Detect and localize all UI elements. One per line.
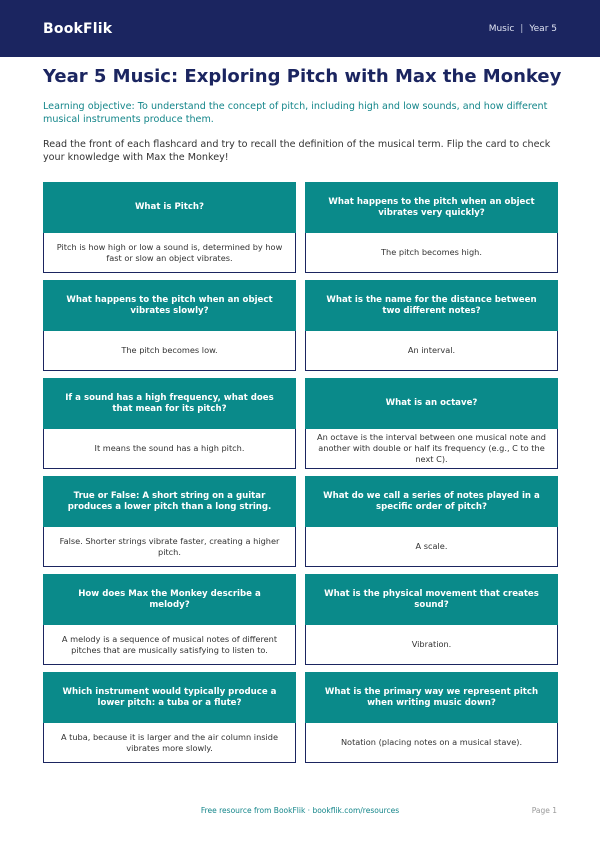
instructions: Read the front of each flashcard and try to recall the definition of the musical term. Flip the card to check your knowledge with Max the Monkey! — [43, 139, 551, 163]
flashcard-front[interactable]: What is Pitch? — [43, 182, 296, 233]
top-bar — [0, 0, 600, 57]
flashcard-back: An octave is the interval between one musical note and another with double or half its frequency (e.g., C to the next C). — [305, 429, 558, 469]
flashcard[interactable] — [43, 476, 296, 567]
breadcrumb-year[interactable]: Year 5 — [529, 23, 557, 34]
flashcard-front[interactable]: What happens to the pitch when an object vibrates very quickly? — [305, 182, 558, 233]
breadcrumb-separator: | — [520, 23, 524, 34]
flashcard-back: Notation (placing notes on a musical stave). — [305, 723, 558, 763]
flashcard-back: The pitch becomes high. — [305, 233, 558, 273]
flashcard[interactable] — [305, 378, 558, 469]
flashcard-back: Vibration. — [305, 625, 558, 665]
flashcard-front[interactable]: What is the primary way we represent pitch when writing music down? — [305, 672, 558, 723]
learning-objective: Learning objective: To understand the concept of pitch, including high and low sounds, and how different musical instruments produce them. — [43, 101, 548, 125]
flashcard-back: It means the sound has a high pitch. — [43, 429, 296, 469]
flashcard-back: A scale. — [305, 527, 558, 567]
flashcard[interactable] — [43, 378, 296, 469]
page-number: Page 1 — [531, 806, 557, 815]
flashcard-back: The pitch becomes low. — [43, 331, 296, 371]
flashcard-front[interactable]: Which instrument would typically produce a lower pitch: a tuba or a flute? — [43, 672, 296, 723]
flashcard[interactable] — [43, 280, 296, 371]
flashcard-front[interactable]: What is an octave? — [305, 378, 558, 429]
flashcard[interactable] — [305, 574, 558, 665]
flashcard-front[interactable]: What is the physical movement that creates sound? — [305, 574, 558, 625]
flashcard[interactable] — [305, 476, 558, 567]
flashcard[interactable] — [43, 182, 296, 273]
flashcard-back: A melody is a sequence of musical notes of different pitches that are musically satisfying to listen to. — [43, 625, 296, 665]
flashcard-front[interactable]: If a sound has a high frequency, what does that mean for its pitch? — [43, 378, 296, 429]
flashcard-back: Pitch is how high or low a sound is, determined by how fast or slow an object vibrates. — [43, 233, 296, 273]
flashcard-back: A tuba, because it is larger and the air column inside vibrates more slowly. — [43, 723, 296, 763]
flashcard-front[interactable]: What happens to the pitch when an object vibrates slowly? — [43, 280, 296, 331]
breadcrumb-subject[interactable]: Music — [488, 23, 515, 34]
flashcard[interactable] — [43, 574, 296, 665]
flashcard-front[interactable]: What do we call a series of notes played in a specific order of pitch? — [305, 476, 558, 527]
breadcrumb — [489, 24, 557, 34]
flashcard[interactable] — [305, 182, 558, 273]
flashcard[interactable] — [43, 672, 296, 763]
footer — [0, 806, 600, 820]
flashcard-grid — [43, 182, 558, 763]
brand-logo[interactable]: BookFlik — [43, 20, 113, 37]
page-title: Year 5 Music: Exploring Pitch with Max the Monkey — [43, 66, 562, 87]
flashcard-front[interactable]: How does Max the Monkey describe a melody? — [43, 574, 296, 625]
flashcard-back: An interval. — [305, 331, 558, 371]
flashcard[interactable] — [305, 672, 558, 763]
footer-resource-link[interactable]: Free resource from BookFlik · bookflik.com/resources — [200, 806, 400, 815]
flashcard-front[interactable]: What is the name for the distance between two different notes? — [305, 280, 558, 331]
flashcard-back: False. Shorter strings vibrate faster, creating a higher pitch. — [43, 527, 296, 567]
flashcard-front[interactable]: True or False: A short string on a guitar produces a lower pitch than a long string. — [43, 476, 296, 527]
flashcard[interactable] — [305, 280, 558, 371]
